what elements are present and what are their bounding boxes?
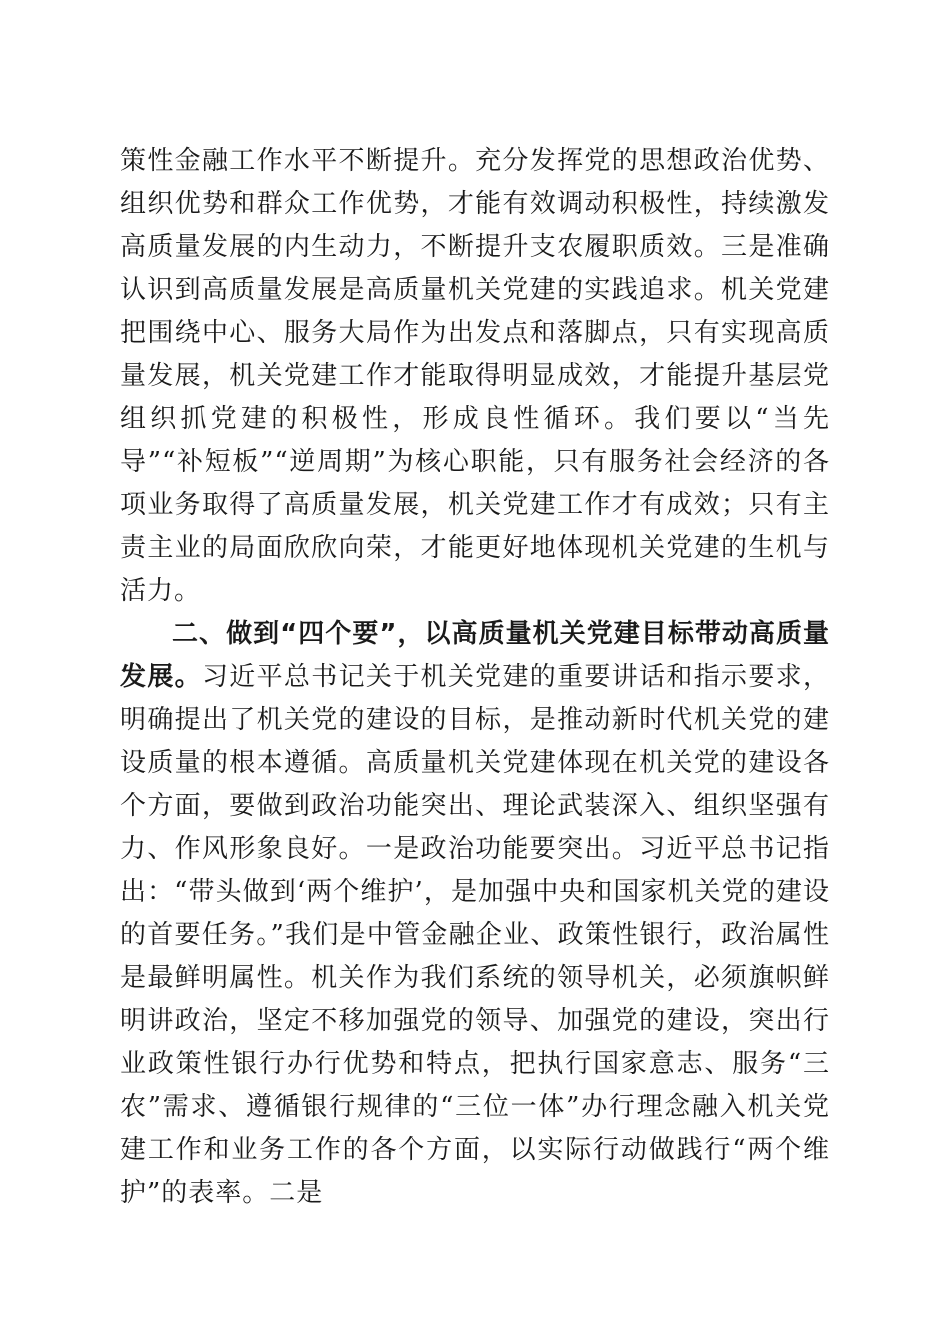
paragraph-section-two (120, 613, 830, 1215)
document-body (120, 140, 830, 1215)
paragraph-continuation: 策性金融工作水平不断提升。充分发挥党的思想政治优势、组织优势和群众工作优势，才能有效调动积极性，持续激发高质量发展的内生动力，不断提升支农履职质效。三是准确认识到高质量发展是高质量机关党建的实践追求。机关党建把围绕中心、服务大局作为出发点和落脚点，只有实现高质量发展，机关党建工作才能取得明显成效，才能提升基层党组织抓党建的积极性，形成良性循环。我们要以“当先导”“补短板”“逆周期”为核心职能，只有服务社会经济的各项业务取得了高质量发展，机关党建工作才有成效；只有主责主业的局面欣欣向荣，才能更好地体现机关党建的生机与活力。 (120, 146, 830, 606)
section-heading: 二、做到“四个要”，以高质量机关党建目标带动高质量发展。 (120, 619, 830, 692)
section-body-text: 习近平总书记关于机关党建的重要讲话和指示要求，明确提出了机关党的建设的目标，是推动新时代机关党的建设质量的根本遵循。高质量机关党建体现在机关党的建设各个方面，要做到政治功能突出、理论武装深入、组织坚强有力、作风形象良好。一是政治功能要突出。习近平总书记指出：“带头做到‘两个维护’，是加强中央和国家机关党的建设的首要任务。”我们是中管金融企业、政策性银行，政治属性是最鲜明属性。机关作为我们系统的领导机关，必须旗帜鲜明讲政治，坚定不移加强党的领导、加强党的建设，突出行业政策性银行办行优势和特点，把执行国家意志、服务“三农”需求、遵循银行规律的“三位一体”办行理念融入机关党建工作和业务工作的各个方面，以实际行动做践行“两个维护”的表率。二是 (120, 662, 830, 1208)
